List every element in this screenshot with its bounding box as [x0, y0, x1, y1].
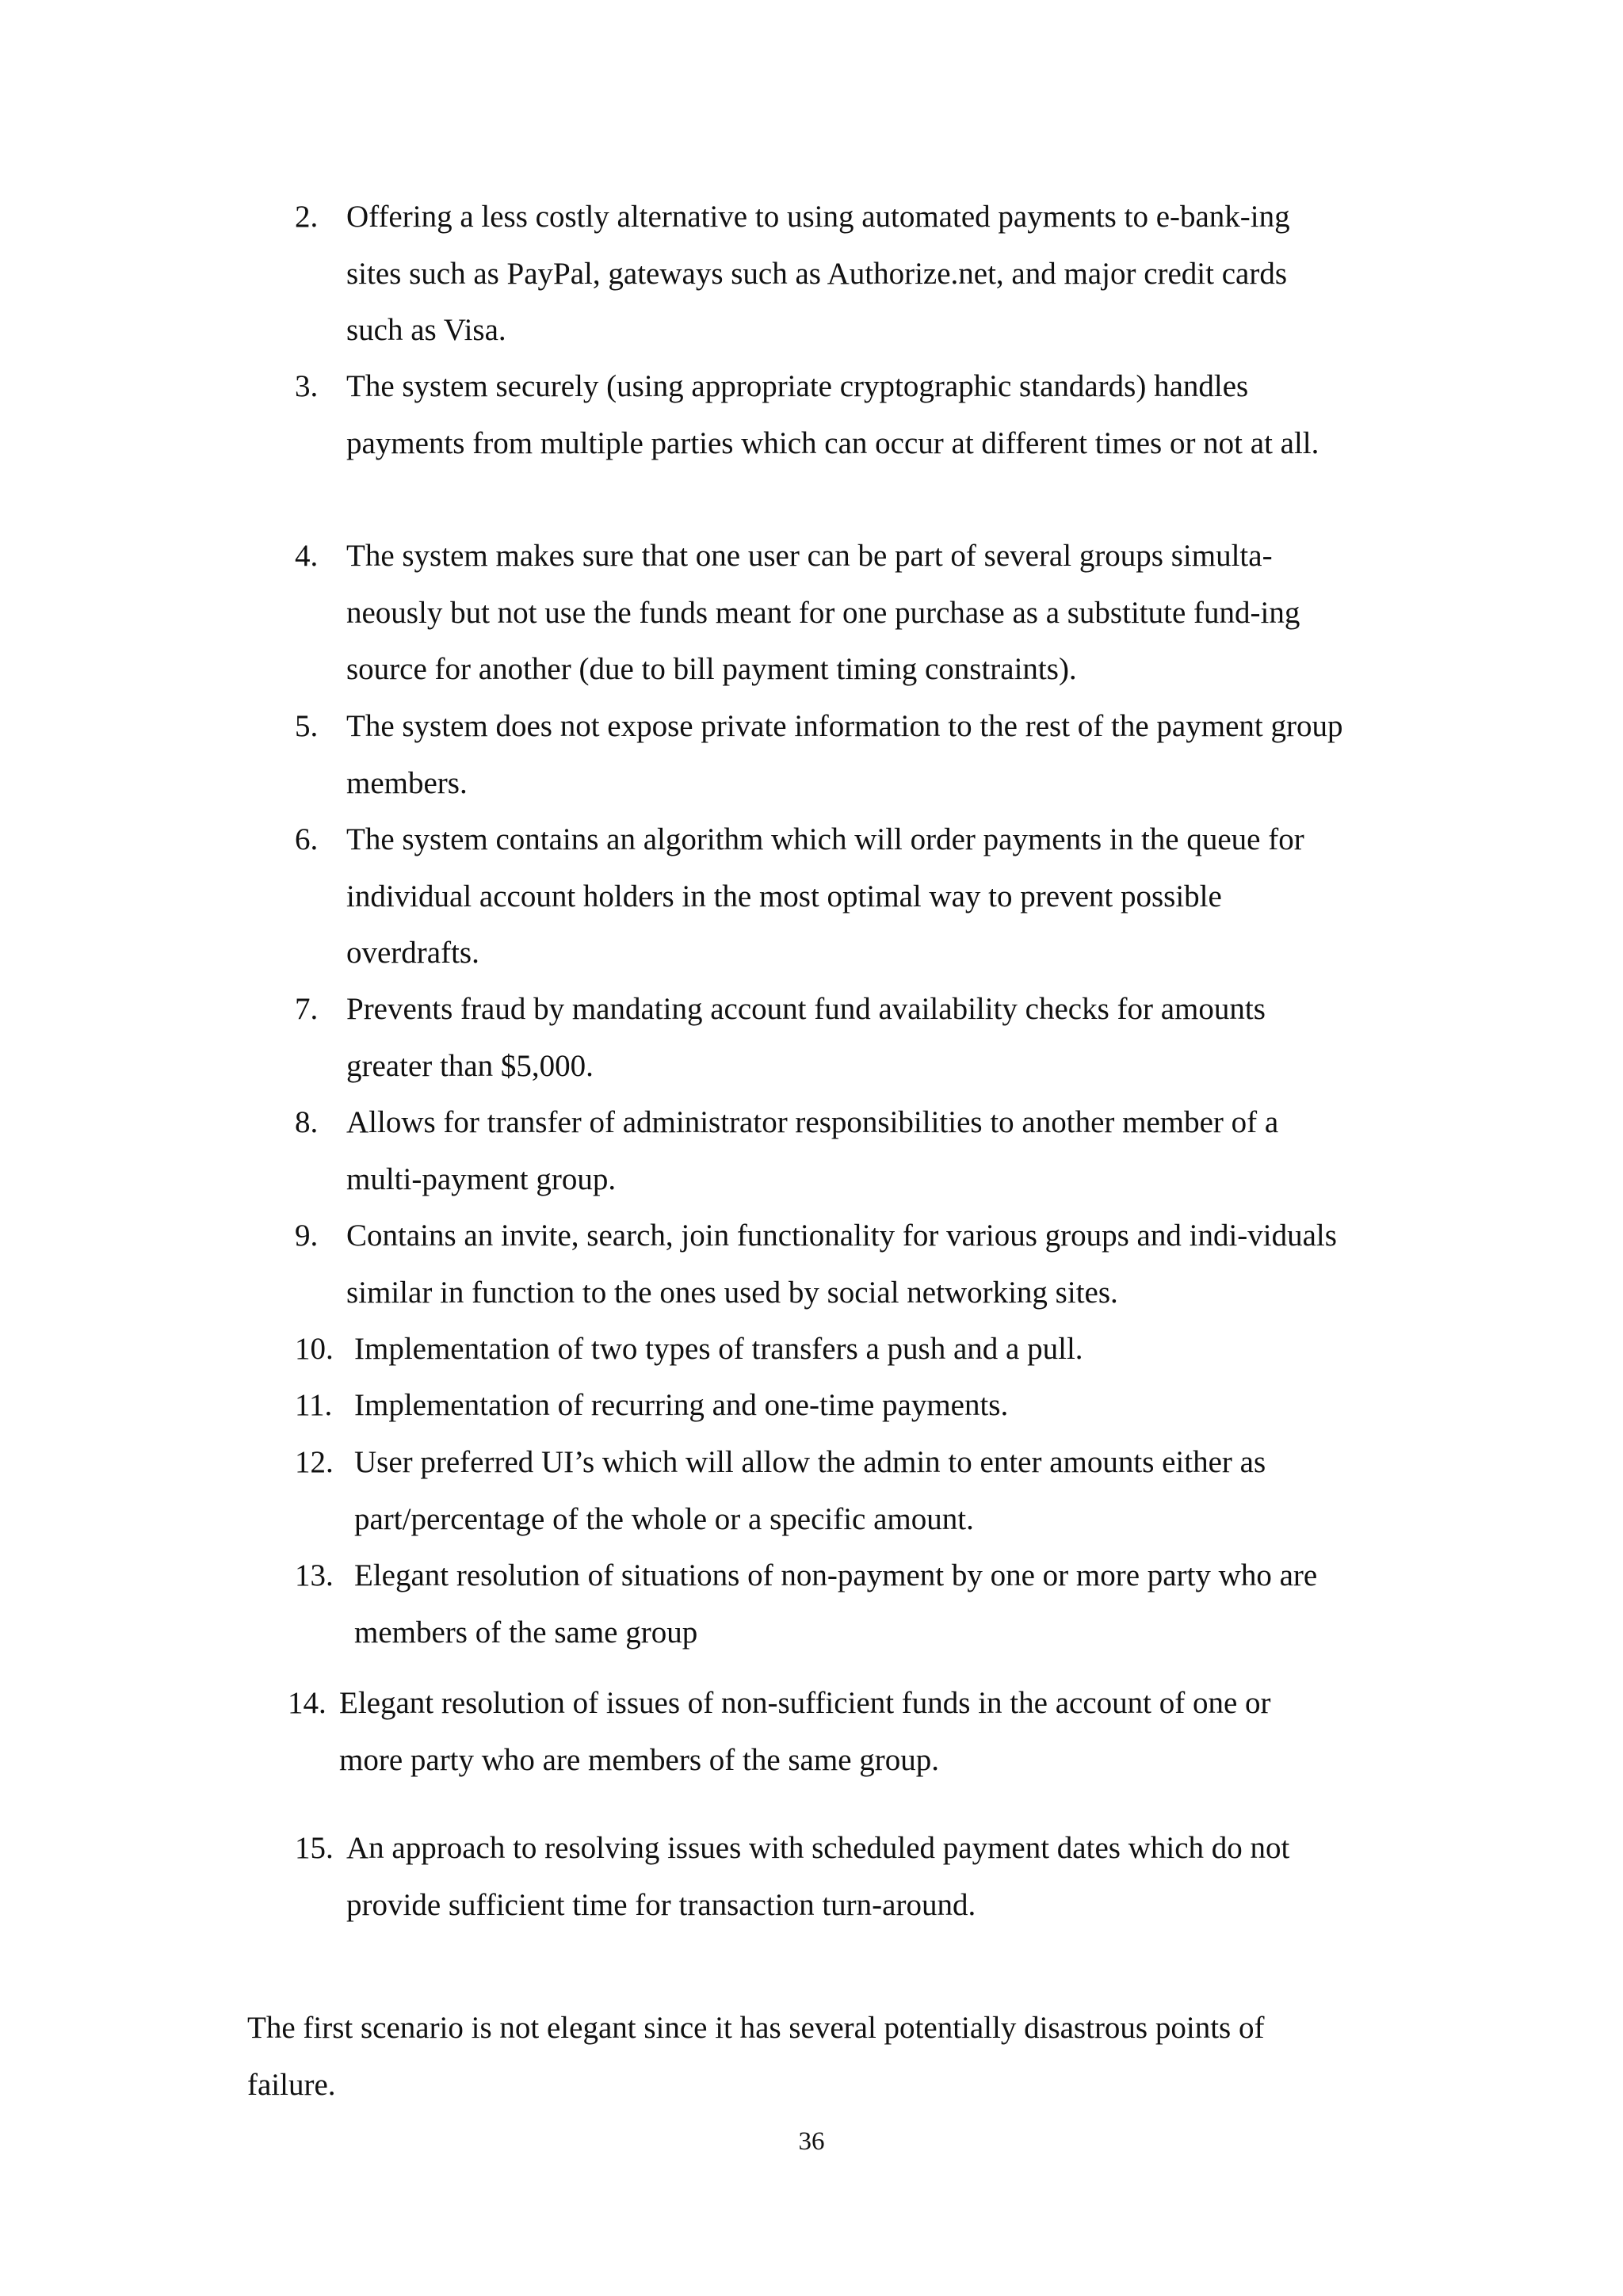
list-item-text: User preferred UI’s which will allow the admin to enter amounts either as part/percentage of the whole or a specific amount. [354, 1445, 1266, 1536]
list-item-number: 15. [295, 1831, 334, 1865]
list-item-text: Contains an invite, search, join functionality for various groups and indi-viduals similar in function to the ones used by social networking sites. [346, 1219, 1337, 1310]
list-item-text: The system makes sure that one user can be part of several groups simulta-neously but not use the funds meant for one purchase as a substitute fund-ing source for another (due to bill payment timing constraints). [346, 539, 1300, 687]
list-item-text: The system contains an algorithm which will order payments in the queue for individual account holders in the most optimal way to prevent possible overdrafts. [346, 822, 1304, 971]
list-item-number: 9. [295, 1219, 319, 1253]
list-item-text: Allows for transfer of administrator responsibilities to another member of a multi-payment group. [346, 1105, 1279, 1196]
list-item-text: Implementation of recurring and one-time payments. [354, 1388, 1009, 1422]
list-item-number: 13. [295, 1558, 334, 1592]
list-item-number: 11. [295, 1388, 333, 1422]
list-item-text: The system does not expose private information to the rest of the payment group members. [346, 709, 1343, 800]
body-paragraph: The first scenario is not elegant since it has several potentially disastrous points of failure. [247, 2011, 1265, 2102]
page-number: 36 [798, 2127, 825, 2156]
list-item-text: Elegant resolution of issues of non-sufficient funds in the account of one or more party who are members of the same group. [339, 1686, 1271, 1777]
list-item-number: 8. [295, 1105, 319, 1139]
list-item-text: The system securely (using appropriate cryptographic standards) handles payments from multiple parties which can occur at different times or not at all. [346, 369, 1319, 460]
list-item-text: Elegant resolution of situations of non-payment by one or more party who are members of the same group [354, 1558, 1318, 1650]
list-item-number: 5. [295, 709, 319, 743]
list-item-number: 4. [295, 539, 319, 573]
list-item-number: 7. [295, 992, 319, 1026]
list-item-number: 3. [295, 369, 319, 403]
list-item-number: 14. [288, 1686, 327, 1720]
list-item-number: 12. [295, 1445, 334, 1479]
list-item-number: 10. [295, 1332, 334, 1366]
list-item-text: Prevents fraud by mandating account fund availability checks for amounts greater than $5,000. [346, 992, 1266, 1083]
list-item-number: 6. [295, 822, 319, 856]
list-item-text: Implementation of two types of transfers a push and a pull. [354, 1332, 1083, 1366]
list-item-text: An approach to resolving issues with scheduled payment dates which do not provide sufficient time for transaction turn-around. [346, 1831, 1290, 1922]
list-item-number: 2. [295, 200, 319, 234]
list-item-text: Offering a less costly alternative to using automated payments to e-bank-ing sites such as PayPal, gateways such as Authorize.net, and major credit cards such as Visa. [346, 200, 1290, 348]
